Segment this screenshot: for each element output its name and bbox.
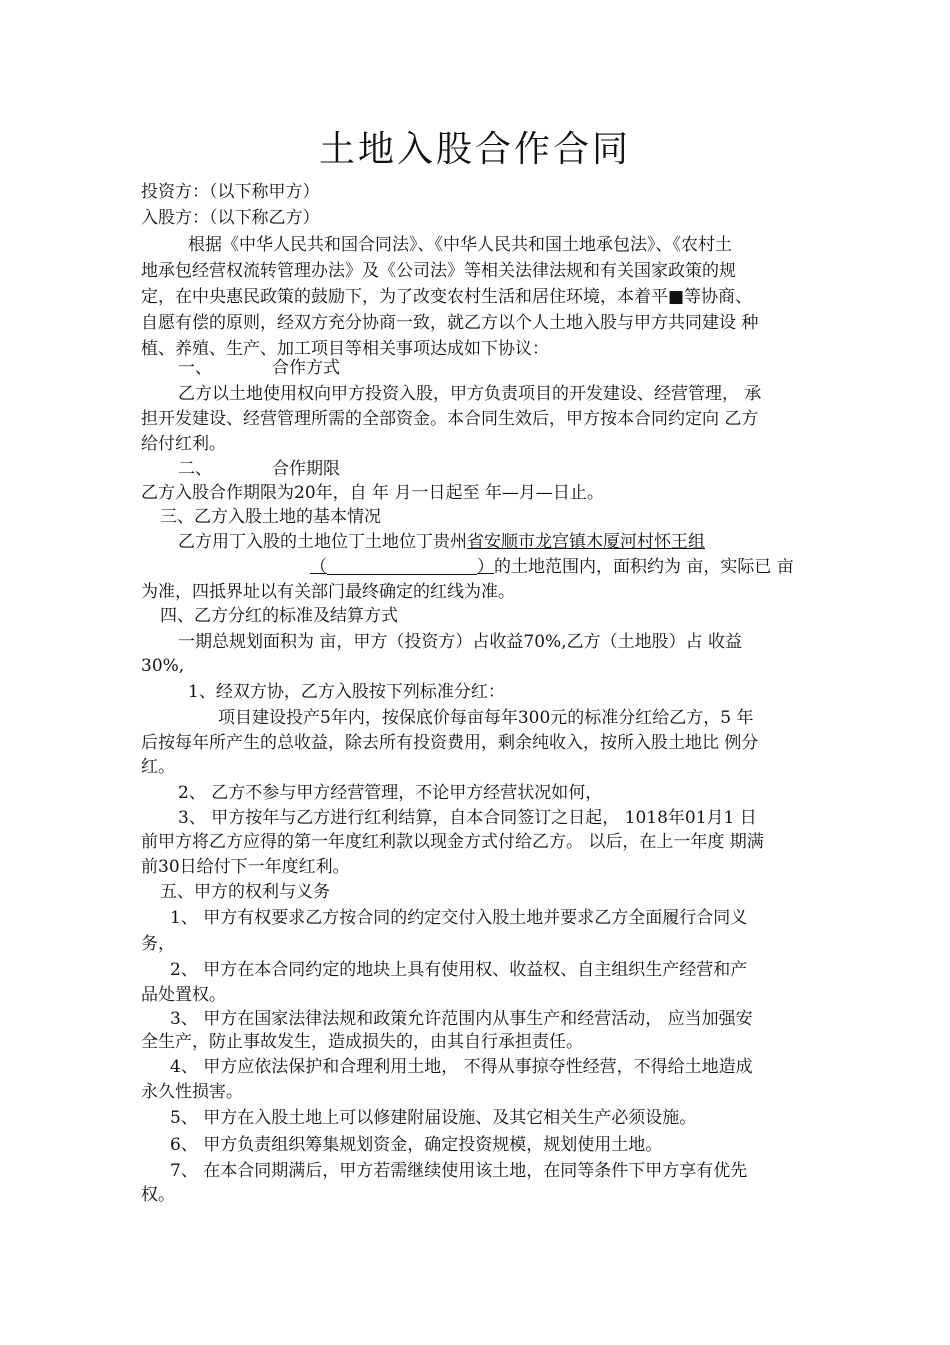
section-5-line: 全生产，防止事故发生，造成损失的，由其自行承担责任。 [141,1032,583,1052]
shareholder-party-line: 入股方：（以下称乙方） [141,208,320,228]
section-4-line: 30%, [141,656,185,676]
section-3-heading: 三、乙方入股土地的基本情况 [160,507,381,527]
section-4-line: 2、 乙方不参与甲方经营管理，不论甲方经营状况如何， [178,783,603,803]
section-4-line: 1、经双方协，乙方入股按下列标准分红： [188,682,505,702]
section-1-line: 给付红利。 [141,434,226,454]
section-5-line: 5、 甲方在入股土地上可以修建附届设施、及其它相关生产必须设施。 [170,1108,697,1128]
section-1-heading [178,356,340,380]
section-5-line: 1、 甲方有权要求乙方按合同的约定交付入股土地并要求乙方全面履行合同义 [170,908,748,928]
land-area-text: 的土地范围内，面积约为 亩，实际已 亩 [494,557,794,577]
section-5-heading: 五、甲方的权利与义务 [160,882,330,902]
section-2-heading [178,457,340,481]
investor-party-line: 投资方：（以下称甲方） [141,182,320,202]
section-1-line: 乙方以土地使用权向甲方投资入股，甲方负责项目的开发建设、经营管理， 承 [178,384,762,404]
section-4-heading: 四、乙方分红的标准及结算方式 [160,606,398,626]
section-5-line: 永久性损害。 [141,1082,243,1102]
section-5-line: 7、 在本合同期满后，甲方若需继续使用该土地，在同等条件下甲方享有优先 [170,1161,748,1181]
section-5-line: 3、 甲方在国家法律法规和政策允许范围内从事生产和经营活动， 应当加强安 [170,1009,753,1029]
section-1-line: 担开发建设、经营管理所需的全部资金。本合同生效后，甲方按本合同约定向 乙方 [141,409,759,429]
section-3-line [310,555,794,579]
section-2-line: 乙方入股合作期限为20年，自 年 月一日起至 年—月—日止。 [141,483,604,503]
section-4-line: 前30日给付下一年度红利。 [141,857,350,877]
section-title: 合作期限 [272,459,340,479]
section-3-line: 为准，四抵界址以有关部门最终确定的红线为准。 [141,582,515,602]
preamble-line: 自愿有偿的原则，经双方充分协商一致，就乙方以个人土地入股与甲方共同建设 种 [141,313,759,333]
preamble-line: 植、养殖、生产、加工项目等相关事项达成如下协议： [141,339,549,359]
preamble-line: 定，在中央惠民政策的鼓励下，为了改变农村生活和居住环境，本着平■等协商、 [141,287,753,307]
land-location-prefix: 乙方用丁入股的土地位丁土地位丁贵州 [178,532,467,552]
section-4-line: 一期总规划面积为 亩，甲方（投资方）占收益70%,乙方（土地股）占 收益 [178,632,742,652]
section-5-line: 4、 甲方应依法保护和合理利用土地， 不得从事掠夺性经营，不得给土地造成 [170,1057,753,1077]
section-4-line: 前甲方将乙方应得的第一年度红利款以现金方式付给乙方。 以后，在上一年度 期满 [141,832,764,852]
land-address: 省安顺市龙宫镇木厦河村怀王组 [467,532,705,552]
preamble-line: 根据《中华人民共和国合同法》、《中华人民共和国土地承包法》、《农村土 [188,235,732,255]
section-4-line: 后按每年所产生的总收益，除去所有投资费用，剩余纯收入，按所入股土地比 例分 [141,733,759,753]
document-title: 土地入股合作合同 [318,129,631,170]
section-4-line: 红。 [141,757,175,777]
section-5-line: 品处置权。 [141,985,226,1005]
blank-field [327,556,477,575]
blank-field-close: ） [477,557,494,577]
section-5-line: 权。 [141,1185,175,1205]
section-5-line: 6、 甲方负责组织筹集规划资金，确定投资规模，规划使用土地。 [170,1135,663,1155]
blank-field-open: （ [310,557,327,577]
section-3-line [178,530,705,554]
preamble-line: 地承包经营权流转管理办法》及《公司法》等相关法律法规和有关国家政策的规 [141,261,736,281]
section-4-line: 项目建设投产5年内，按保底价每亩每年300元的标准分红给乙方，5 年 [218,708,754,728]
section-5-line: 务， [141,934,175,954]
section-title: 合作方式 [272,358,340,378]
section-4-line: 3、 甲方按年与乙方进行红利结算，自本合同签订之日起， 1018年01月1 日 [178,808,757,828]
section-number: 二、 [178,459,212,479]
section-5-line: 2、 甲方在本合同约定的地块上具有使用权、收益权、自主组织生产经营和产 [170,960,748,980]
section-number: 一、 [178,358,212,378]
